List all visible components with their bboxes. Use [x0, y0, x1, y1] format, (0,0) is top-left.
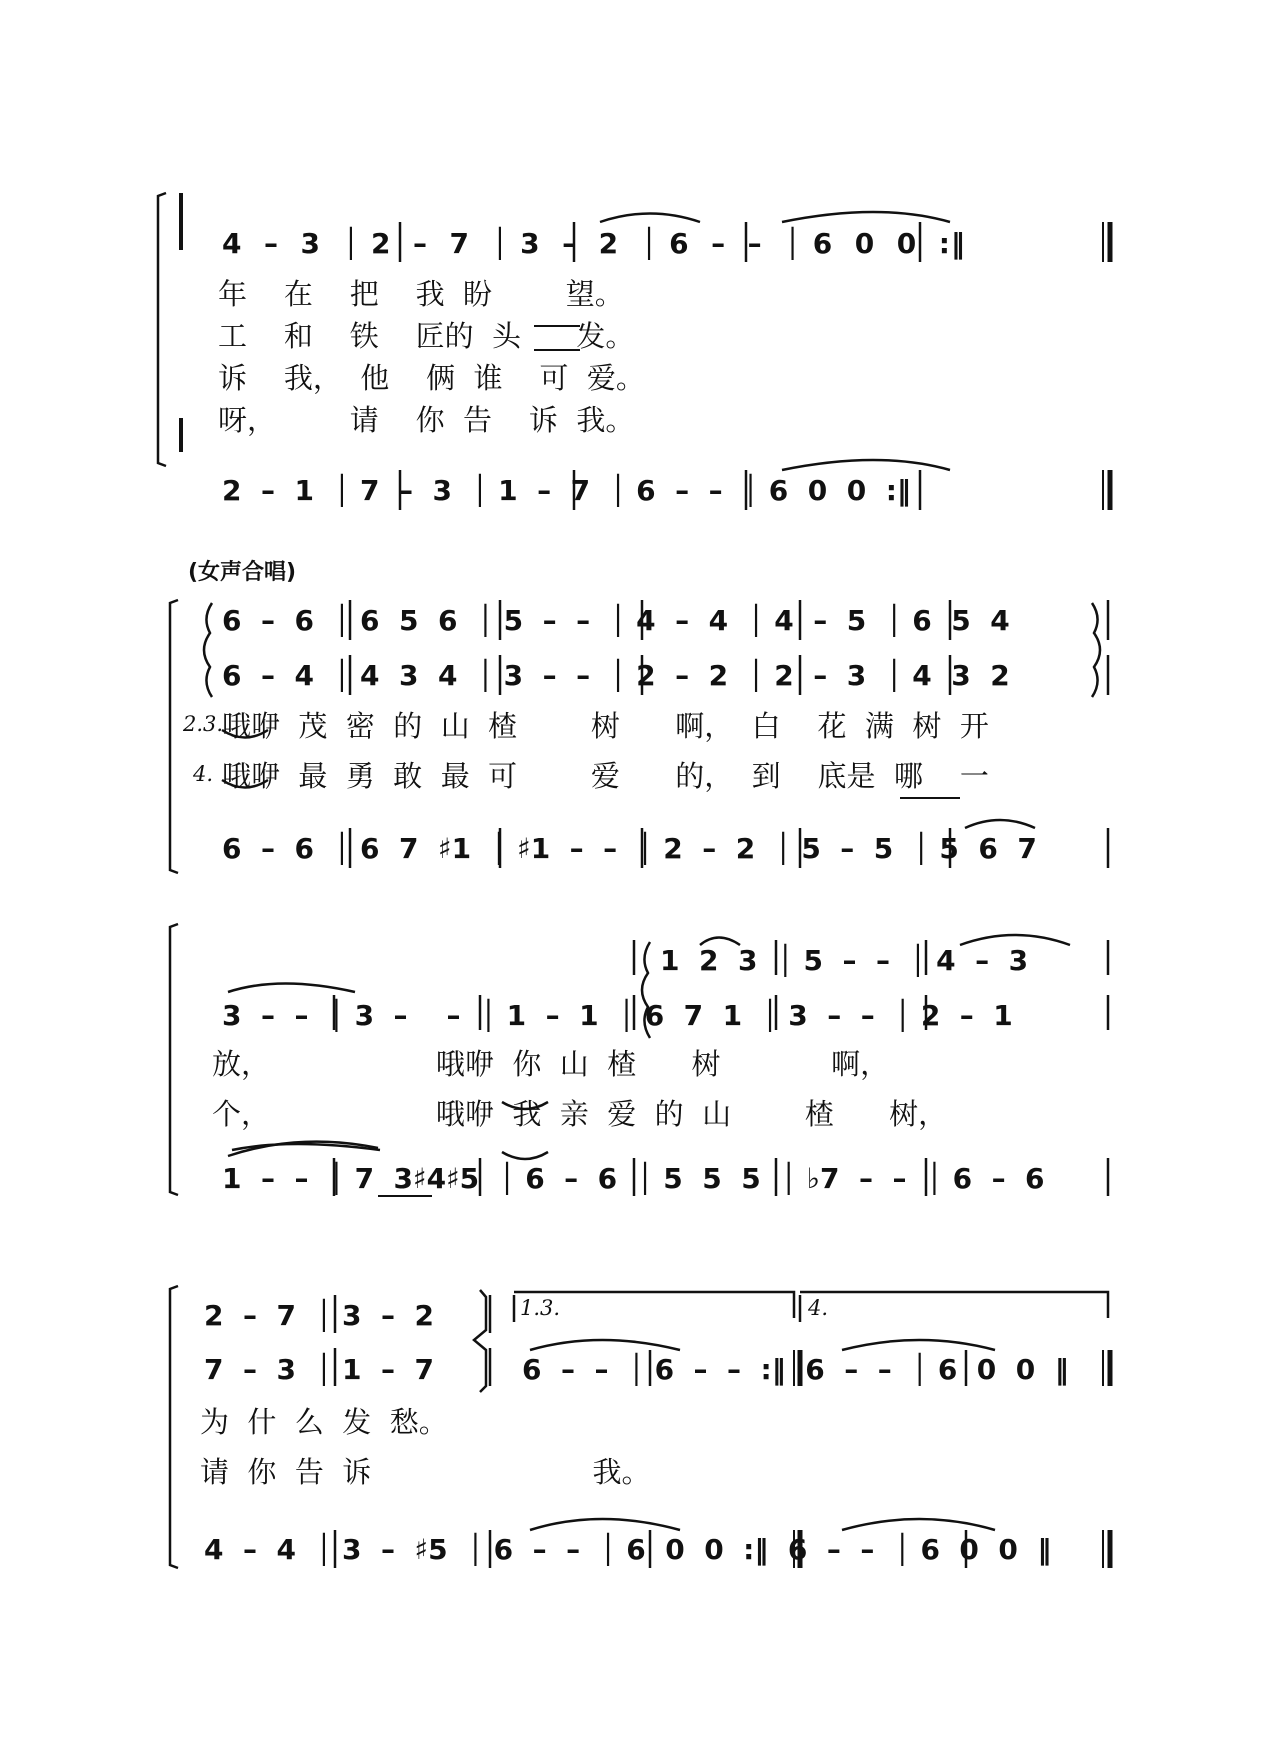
system3-upper2-notes: 3 – – │ 3 – – │ 1 – 1 │ 6 7 1 │ 3 – – │ 2 – 1: [222, 999, 1013, 1032]
system4-upper2-notes: 7 – 3 │ 1 – 7: [204, 1353, 435, 1386]
system2-lower-notes: 6 – 6 │ 6 7 ♯1 │ ♯1 – – │ 2 – 2 │ 5 – 5 │ 5 6 7: [222, 832, 1037, 865]
system2-upper2-notes: 6 – 4 │ 4 3 4 │ 3 – – │ 2 – 2 │ 2 – 3 │ 4 3 2: [222, 659, 1010, 692]
verse-number-b: 4.: [193, 762, 214, 786]
system3-lower-notes: 1 – – │ 7 3♯4♯5 │ 6 – 6 │ 5 5 5 │ ♭7 – – │ 6 – 6: [222, 1162, 1045, 1195]
system4-bracket: [170, 1286, 178, 1568]
system4-lyric-b: 请 你 告 诉 我。: [200, 1455, 651, 1489]
system1-lyric-verse1: 年 在 把 我 盼 望。: [218, 277, 624, 311]
system3-lyric-b: 个， 哦咿 我 亲 爱 的 山 楂 树，: [212, 1097, 948, 1131]
system2-lyric-a: 哦咿 茂 密 的 山 楂 树 啊， 白 花 满 树 开: [222, 709, 989, 743]
system3-bracket: [170, 924, 178, 1195]
section-label: (女声合唱): [188, 560, 297, 585]
system1-bracket: [158, 193, 166, 466]
system2-lyric-b: 哦咿 最 勇 敢 最 可 爱 的， 到 底是 哪 一: [222, 759, 989, 793]
system4-upper1-notes: 2 – 7 │ 3 – 2: [204, 1299, 435, 1332]
verse-number-a: 2.3.: [183, 712, 224, 736]
ending-4-label: 4.: [808, 1296, 829, 1320]
system1-lyric-verse2: 工 和 铁 匠的 头 发。: [218, 319, 635, 353]
system4-lyric-a: 为 什 么 发 愁。: [200, 1405, 448, 1439]
system2-upper1-notes: 6 – 6 │ 6 5 6 │ 5 – – │ 4 – 4 │ 4 – 5 │ 6 5 4: [222, 604, 1010, 637]
system3-upper1-notes: 1 2 3 │ 5 – – │ 4 – 3: [660, 944, 1029, 977]
system3-lyric-a: 放， 哦咿 你 山 楂 树 啊，: [212, 1047, 890, 1081]
system1-lyric-verse4: 呀， 请 你 告 诉 我。: [218, 403, 635, 437]
system2-bracket: [170, 600, 178, 873]
system1-lyric-verse3: 诉 我， 他 俩 谁 可 爱。: [218, 361, 645, 395]
system4-lower-notes: 4 – 4 │ 3 – ♯5 │ 6 – – │ 6 0 0 :‖ 6 – – │ 6 0 0 ‖: [204, 1533, 1052, 1566]
system1-lower-notes: 2 – 1 │ 7 – 3 │ 1 – 7 │ 6 – – │ 6 0 0 :‖: [222, 474, 911, 507]
system4-ending-notes: 6 – – │ 6 – – :‖ 6 – – │ 6 0 0 ‖: [522, 1353, 1069, 1386]
ending-1-3-label: 1.3.: [520, 1296, 561, 1320]
system1-upper-notes: 4 – 3 │ 2 – 7 │ 3 – 2 │ 6 – – │ 6 0 0 :‖: [222, 227, 966, 260]
